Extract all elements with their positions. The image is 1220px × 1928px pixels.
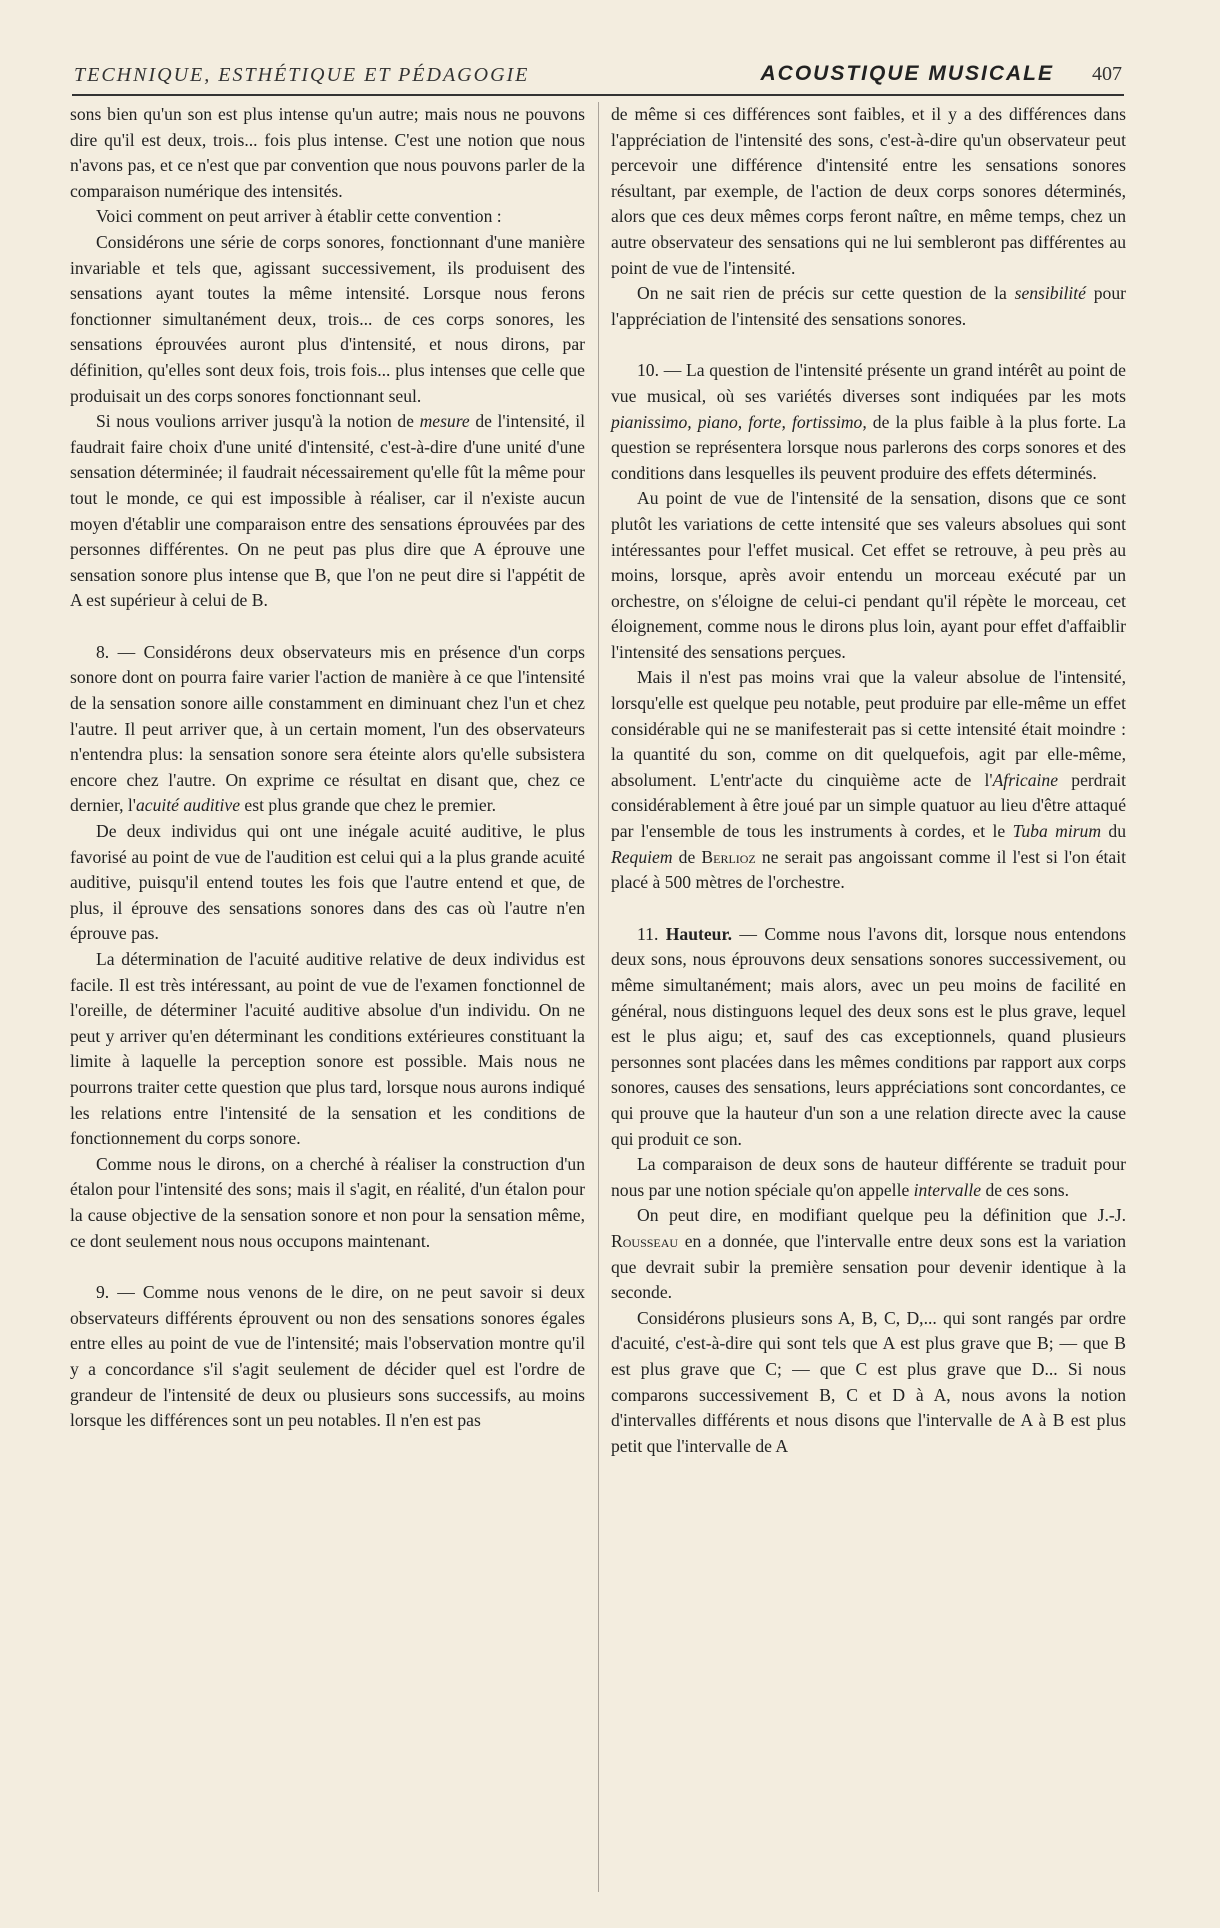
- text-run: 8. — Considérons deux observateurs mis en présence d'un corps sonore dont on pourra faire varier l'action de manière à ce que l'intensité de la sensation sonore aille constamment en diminuant chez l'un et chez l'autre. Il peut arriver que, à un certain moment, l'un des observateurs n'entendra plus: la sensation sonore sera éteinte alors qu'elle subsistera encore chez l'autre. On exprime ce résultat en disant que, chez ce dernier, l': [70, 641, 585, 816]
- text-run: On peut dire, en modifiant quelque peu la définition que J.-J.: [637, 1205, 1126, 1226]
- section-10-paragraph: [611, 358, 1126, 486]
- paragraph: Au point de vue de l'intensité de la sensation, disons que ce sont plutôt les variations de cette intensité que ses valeurs absolues qui sont intéressantes pour l'effet musical. Cet effet se retrouve, à peu près au moins, lorsque, après avoir entendu un morceau exécuté par un orchestre, on s'éloigne de celui-ci pendant qu'il répète le morceau, cet éloignement, comme nous le dirons plus loin, ayant pour effet d'affaiblir l'intensité des sensations perçues.: [611, 488, 1126, 662]
- paragraph: Comme nous le dirons, on a cherché à réaliser la construction d'un étalon pour l'intensité des sons; mais il s'agit, en réalité, d'un étalon pour la cause objective de la sensation sonore et non pour la sensation même, ce dont seulement nous nous occupons maintenant.: [70, 1153, 585, 1251]
- paragraph: Considérons une série de corps sonores, fonctionnant d'une manière invariable et tels que, agissant successivement, ils produisent des sensations ayant toutes la même intensité. Lorsque nous ferons fonctionner simultanément deux, trois... de ces corps sonores, les sensations éprouvées auront plus d'intensité, et nous dirons, par définition, qu'elles sont deux fois, trois fois... plus intenses que celle que produisait un des corps sonores fonctionnant seul.: [70, 231, 585, 406]
- italic-term: Tuba mirum: [1012, 821, 1102, 842]
- italic-term: acuité auditive: [135, 795, 241, 816]
- section-11-paragraph: [611, 922, 1126, 1152]
- paragraph: [70, 409, 585, 614]
- right-column: [611, 102, 1126, 1902]
- paragraph: De deux individus qui ont une inégale acuité auditive, le plus favorisé au point de vue de l'audition est celui qui a la plus grande acuité auditive, puisqu'il entend toutes les fois que l'autre entend et que, de plus, il éprouve des sensations sonores dans des cas où l'autre n'en éprouve pas.: [70, 821, 585, 944]
- italic-term: pianissimo, piano, forte, fortissimo,: [611, 411, 867, 432]
- paragraph: Considérons plusieurs sons A, B, C, D,... qui sont rangés par ordre d'acuité, c'est-à-dire qui sont tels que A est plus grave que B; — que B est plus grave que C; — que C est plus grave que D... Si nous comparons successivement B, C et D à A, nous avons la notion d'intervalles différents et nous disons que l'intervalle de A à B est plus petit que l'intervalle de A: [611, 1307, 1126, 1456]
- italic-term: intervalle: [913, 1179, 982, 1200]
- text-run: en a donnée, que l'intervalle entre deux sons est la variation que devrait subir la première sensation pour devenir identique à la seconde.: [611, 1230, 1126, 1303]
- text-run: est plus grande que chez le premier.: [240, 795, 497, 816]
- text-run: Mais il n'est pas moins vrai que la valeur absolue de l'intensité, lorsqu'elle est quelque peu notable, peut produire par elle-même un effet considérable qui ne se manifesterait pas si cette intensité était moindre : la quantité du son, comme on dit quelquefois, agit par elle-même, absolument. L'entr'acte du cinquième acte de l': [611, 667, 1126, 790]
- text-run: de l'intensité, il faudrait faire choix d'une unité d'intensité, c'est-à-dire d'une unité d'une sensation déterminée; il faudrait nécessairement qu'elle fût la même pour tout le monde, ce qui est impossible à réaliser, car il n'existe aucun moyen d'établir une comparaison entre des sensations éprouvées par des personnes différentes. On ne peut pas plus dire que A éprouve une sensation sonore plus intense que B, que l'on ne peut dire si l'appétit de A est supérieur à celui de B.: [70, 411, 585, 611]
- paragraph: Voici comment on peut arriver à établir cette convention :: [96, 206, 502, 227]
- text-run: de la plus faible à la plus forte. La question se représentera lorsque nous parlerons des corps sonores et des conditions dans lesquelles ils peuvent produire des effets déterminés.: [611, 411, 1126, 483]
- section-8-paragraph: [70, 640, 585, 819]
- paragraph: [611, 1203, 1126, 1305]
- column-divider: [598, 102, 599, 1892]
- paragraph: [611, 665, 1126, 895]
- running-header: [72, 60, 1124, 96]
- small-caps-name: Rousseau: [611, 1230, 679, 1251]
- section-heading: Hauteur.: [665, 923, 733, 944]
- text-run: pour l'appréciation de l'intensité des sensations sonores.: [611, 283, 1126, 329]
- text-run: — Comme nous l'avons dit, lorsque nous entendons deux sons, nous éprouvons deux sensations sonores successivement, ou même simultanément; mais alors, avec un peu moins de facilité en général, nous distinguons lequel des deux sons est le plus grave, lequel est le plus aigu; et, sauf des cas exceptionnels, quand plusieurs personnes sont placées dans les mêmes conditions par rapport aux corps sonores, causes des sensations, leurs appréciations sont concordantes, ce qui prouve que la hauteur d'un son a une relation directe avec la cause qui produit ce son.: [611, 923, 1126, 1149]
- text-run: ne serait pas angoissant comme il l'est si l'on était placé à 500 mètres de l'orchestre.: [611, 846, 1127, 893]
- italic-term: Africaine: [992, 769, 1059, 790]
- text-run: de ces sons.: [981, 1179, 1070, 1200]
- italic-term: sensibilité: [1014, 283, 1086, 304]
- text-run: du: [1101, 821, 1127, 842]
- header-left-title: TECHNIQUE, ESTHÉTIQUE ET PÉDAGOGIE: [74, 64, 530, 86]
- paragraph: sons bien qu'un son est plus intense qu'un autre; mais nous ne pouvons dire qu'il est deux, trois... fois plus intense. C'est une notion que nous n'avons pas, et ce n'est que par convention que nous pouvons parler de la comparaison numérique des intensités.: [70, 104, 585, 201]
- paragraph: La détermination de l'acuité auditive relative de deux individus est facile. Il est très intéressant, au point de vue de l'examen fonctionnel de l'oreille, de déterminer l'acuité auditive absolue d'un individu. On ne peut y arriver qu'en déterminant les conditions extérieures constituant la limite à laquelle la perception sonore est possible. Mais nous ne pourrons traiter cette question que plus tard, lorsque nous aurons indiqué les relations entre l'intensité de la sensation et les conditions de fonctionnement du corps sonore.: [70, 949, 585, 1149]
- paragraph: [611, 281, 1126, 332]
- small-caps-name: Berlioz: [701, 846, 756, 867]
- header-right-title: ACOUSTIQUE MUSICALE: [760, 62, 1054, 85]
- paragraph: [611, 1152, 1126, 1203]
- text-run: Si nous voulions arriver jusqu'à la notion de: [96, 411, 420, 432]
- italic-term: mesure: [419, 411, 470, 432]
- text-run: On ne sait rien de précis sur cette question de la: [637, 283, 1015, 304]
- italic-term: Requiem: [611, 846, 673, 867]
- left-column: [70, 102, 585, 1902]
- text-run: perdrait considérablement à être joué par un simple quatuor au lieu d'être attaqué par l'ensemble de tous les instruments à cordes, et le: [611, 769, 1126, 842]
- text-run: La comparaison de deux sons de hauteur différente se traduit pour nous par une notion spéciale qu'on appelle: [611, 1154, 1126, 1200]
- section-9-paragraph: 9. — Comme nous venons de le dire, on ne peut savoir si deux observateurs différents éprouvent ou non des sensations sonores égales entre elles au point de vue de l'intensité; mais l'observation montre qu'il y a concordance s'il s'agit seulement de décider quel est l'ordre de grandeur de l'intensité de deux ou plusieurs sons successifs, au moins lorsque les différences sont un peu notables. Il n'en est pas: [70, 1282, 585, 1431]
- section-number: 11.: [637, 923, 666, 944]
- paragraph: de même si ces différences sont faibles, et il y a des différences dans l'appréciation de l'intensité des sons, c'est-à-dire qu'un observateur peut percevoir une différence d'intensité entre les sensations sonores résultant, par exemple, de l'action de deux corps sonores déterminés, alors que ces deux mêmes corps feront naître, en même temps, chez un autre observateur des sensations qui ne lui sembleront pas différentes au point de vue de l'intensité.: [611, 104, 1126, 278]
- page-number: 407: [1092, 63, 1122, 85]
- text-run: 10. — La question de l'intensité présente un grand intérêt au point de vue musical, où ses variétés diverses sont indiquées par les mots: [611, 360, 1126, 406]
- text-run: de: [672, 846, 702, 867]
